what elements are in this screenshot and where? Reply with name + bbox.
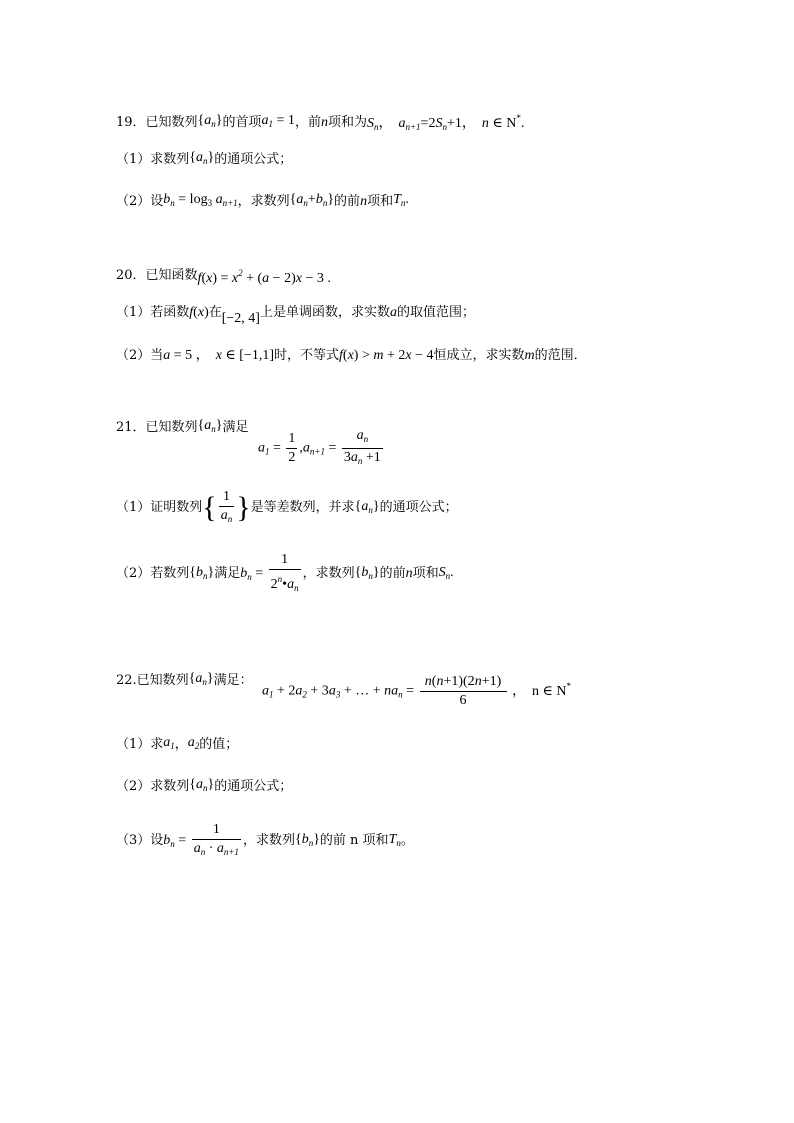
math-expr: m xyxy=(524,348,535,363)
q21-part1: （1）证明数列 { $\frac{1}{a_n}$ } 是等差数列，并求 $\{a_n\}$ 的通项公式； xyxy=(116,489,458,527)
math-expr: a xyxy=(390,305,397,320)
math-expr: $a_1$ xyxy=(163,735,175,751)
q19-stem: 19．已知数列 $\{a_n\}$ 的首项 $a_1 = 1$ ，前 n 项和为 $S_n$， $a_{n+1}=2S_n+1$， n ∈ N*. xyxy=(116,108,524,137)
q21-part2: （2）若数列 $\{b_n\}$ 满足 $b_n$ = $\frac{1}{2^n•a_n}$ ，求数列 $\{b_n\}$ 的前 n 项和 $S_n$. xyxy=(116,552,454,596)
math-expr: $\{a_n\}$ xyxy=(197,418,223,434)
math-expr: $T_n$ xyxy=(388,831,401,848)
math-expr: $a_2$ xyxy=(187,735,200,751)
math-expr: [−2, 4] xyxy=(221,311,260,326)
math-expr: $S_n$. xyxy=(438,564,454,581)
q22-part1: （1）求 $a_1$ ， $a_2$ 的值； xyxy=(116,733,238,756)
q20-part1: （1）若函数 f(x) 在 [−2, 4] 上是单调函数，求实数 a 的取值范围； xyxy=(116,303,475,323)
math-expr: $\{a_n\}$ xyxy=(189,777,215,793)
math-expr: f(x) > m + 2x − 4 xyxy=(339,348,434,363)
math-expr: $\{b_n\}$ xyxy=(354,564,380,581)
math-expr: $\{a_n\}$ xyxy=(188,671,214,687)
q22-part2: （2）求数列 $\{a_n\}$ 的通项公式； xyxy=(116,775,292,798)
math-expr: $b_n$ = $\frac{1}{a_n \cdot a_{n+1}}$ xyxy=(163,822,243,860)
q20-stem: 20．已知函数 $f(x) = x^2 + (a - 2)x - 3$ . xyxy=(116,263,331,289)
math-expr: $a_1 = 1$ xyxy=(261,113,295,129)
q21-stem: 21．已知数列 $\{a_n\}$ 满足 xyxy=(116,416,249,439)
math-expr: { $\frac{1}{a_n}$ } xyxy=(202,489,250,527)
math-expr: $f(x) = x^2 + (a - 2)x - 3$ . xyxy=(197,268,331,286)
q20-part2: （2）当 a = 5 ， x ∈ [−1,1] 时，不等式 f(x) > m + 2x − 4 恒成立，求实数 m 的范围． xyxy=(116,346,587,366)
q19-part1: （1）求数列 $\{a_n\}$ 的通项公式； xyxy=(116,148,292,171)
math-expr: f(x) xyxy=(189,305,209,320)
math-expr: $\{b_n\}$ xyxy=(294,831,320,848)
q21-condition xyxy=(258,428,385,469)
q22-condition xyxy=(262,674,571,709)
math-expr: $\{a_n\}$ xyxy=(197,113,223,129)
math-expr: $b_n = \log_3 a_{n+1}$ xyxy=(163,192,238,208)
math-expr: $\{a_n\}$ xyxy=(354,498,380,515)
math-expr: $S_n$， $a_{n+1}=2S_n+1$， n ∈ N*. xyxy=(366,113,525,132)
q19-part2: （2）设 $b_n = \log_3 a_{n+1}$ ，求数列 $\{a_n+b_n\}$ 的前 n 项和 $T_n$. xyxy=(116,190,409,213)
math-expr: $a_1$ = $\frac{1}{2}$ $,a_{n+1}$ = $\frac{a_n}{3a_n +1}$ xyxy=(258,428,385,469)
math-expr: n xyxy=(405,566,413,581)
q22-part3: （3）设 $b_n$ = $\frac{1}{a_n \cdot a_{n+1}}$ ，求数列 $\{b_n\}$ 的前 n 项和 $T_n$ 。 xyxy=(116,822,414,860)
math-expr: $\{a_n\}$ xyxy=(189,150,215,166)
math-expr: $a_1 + 2a_2 + 3a_3$ + … + $na_n$ = $\frac{n(n+1)(2n+1)}{6}$ ， n ∈ N* xyxy=(262,674,571,708)
math-expr: n xyxy=(360,193,368,209)
math-expr: $\{b_n\}$ xyxy=(189,564,215,581)
math-expr: n xyxy=(320,114,328,130)
math-expr: $\{a_n+b_n\}$ xyxy=(289,192,335,208)
math-expr: a = 5 ， x ∈ [−1,1] xyxy=(163,348,274,363)
q22-stem: 22.已知数列 $\{a_n\}$ 满足： xyxy=(116,669,253,692)
math-expr: $T_n$. xyxy=(393,192,409,208)
math-expr: $b_n$ = $\frac{1}{2^n•a_n}$ xyxy=(240,552,302,596)
